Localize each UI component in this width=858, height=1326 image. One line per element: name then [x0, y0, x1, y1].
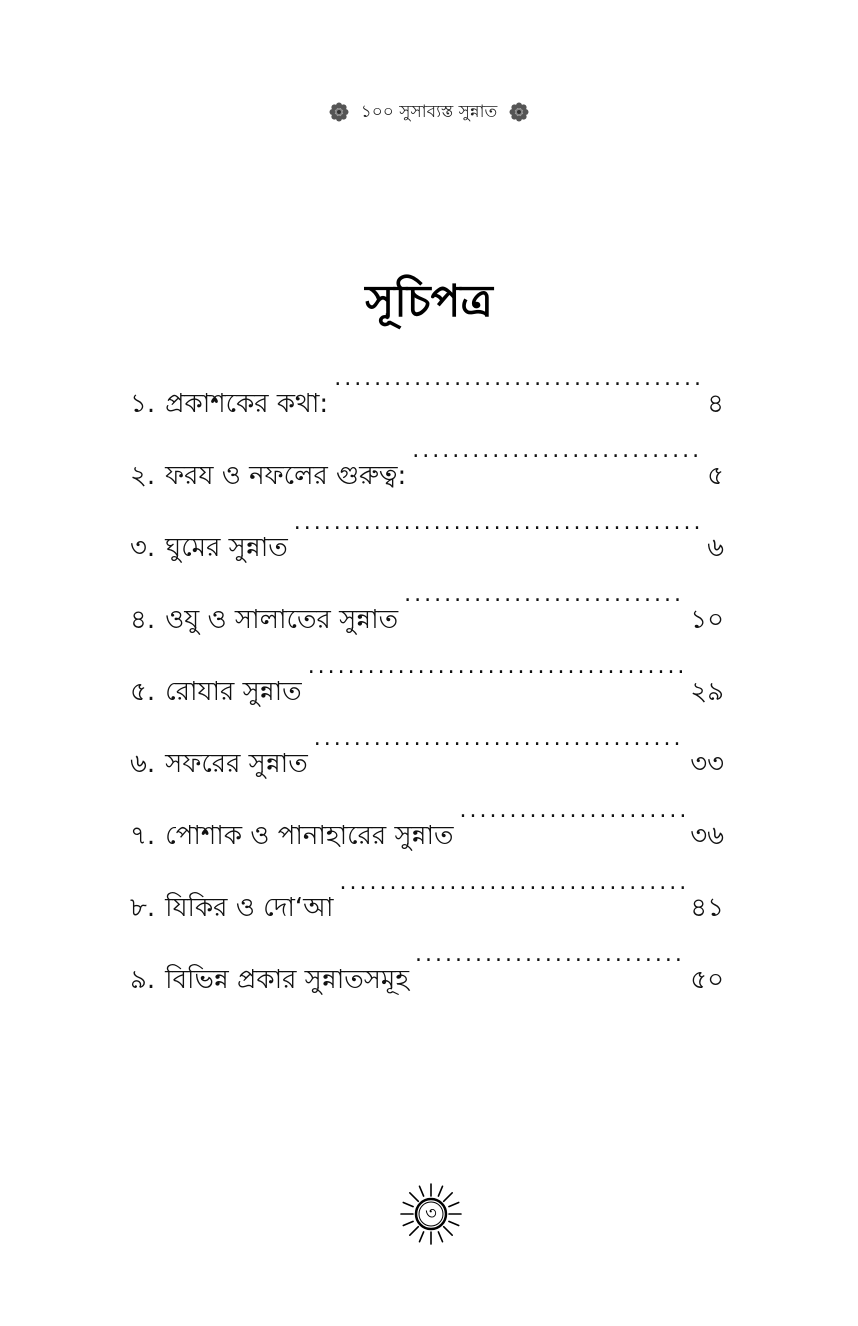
toc-entry-number: ৮. [130, 893, 156, 923]
dot-leader [415, 916, 684, 988]
toc-entry-page: ৫০ [690, 965, 724, 995]
dot-leader [412, 412, 701, 484]
toc-entry-label: পোশাক ও পানাহারের সুন্নাত [165, 821, 454, 851]
toc-entry-page: ১০ [690, 605, 724, 635]
toc-entry-label: ফরয ও নফলের গুরুত্ব: [165, 461, 407, 491]
toc-entry-number: ৭. [130, 821, 156, 851]
toc-title: সূচিপত্র [365, 276, 493, 327]
running-header [0, 98, 858, 126]
toc-entry-page: ৪১ [690, 893, 724, 923]
toc-entry-number: ৩. [130, 533, 156, 563]
toc-entry-page: ৩৬ [690, 821, 724, 851]
dot-leader [340, 844, 685, 916]
toc-list [130, 340, 724, 995]
toc-entry[interactable] [130, 340, 724, 419]
dot-leader [314, 700, 684, 772]
toc-entry-page: ২৯ [690, 677, 724, 707]
toc-entry-page: ৫ [707, 461, 724, 491]
toc-entry-page: ৪ [707, 389, 724, 419]
toc-entry-label: ওযু ও সালাতের সুন্নাত [165, 605, 399, 635]
dot-leader [334, 340, 701, 412]
toc-entry-number: ১. [130, 389, 156, 419]
page-number-ornament [399, 1182, 463, 1246]
toc-entry-number: ৪. [130, 605, 156, 635]
toc-entry-label: বিভিন্ন প্রকার সুন্নাতসমূহ [165, 965, 410, 995]
toc-entry-label: যিকির ও দো‘আ [165, 893, 334, 923]
toc-entry-label: প্রকাশকের কথা: [165, 389, 329, 419]
dot-leader [308, 628, 685, 700]
toc-entry-number: ৫. [130, 677, 156, 707]
toc-entry-label: সফরের সুন্নাত [165, 749, 308, 779]
toc-entry-number: ৯. [130, 965, 156, 995]
toc-entry-page: ৩৩ [690, 749, 724, 779]
toc-entry-label: রোযার সুন্নাত [165, 677, 302, 707]
flower-icon [329, 102, 349, 122]
running-header-title: ১০০ সুসাব্যস্ত সুন্নাত [360, 102, 498, 122]
dot-leader [294, 484, 701, 556]
dot-leader [460, 772, 685, 844]
flower-icon [509, 102, 529, 122]
toc-entry-page: ৬ [707, 533, 724, 563]
dot-leader [404, 556, 684, 628]
toc-entry-number: ৬. [130, 749, 156, 779]
page-number: ৩ [425, 1203, 437, 1224]
toc-entry-label: ঘুমের সুন্নাত [165, 533, 288, 563]
toc-entry-number: ২. [130, 461, 156, 491]
